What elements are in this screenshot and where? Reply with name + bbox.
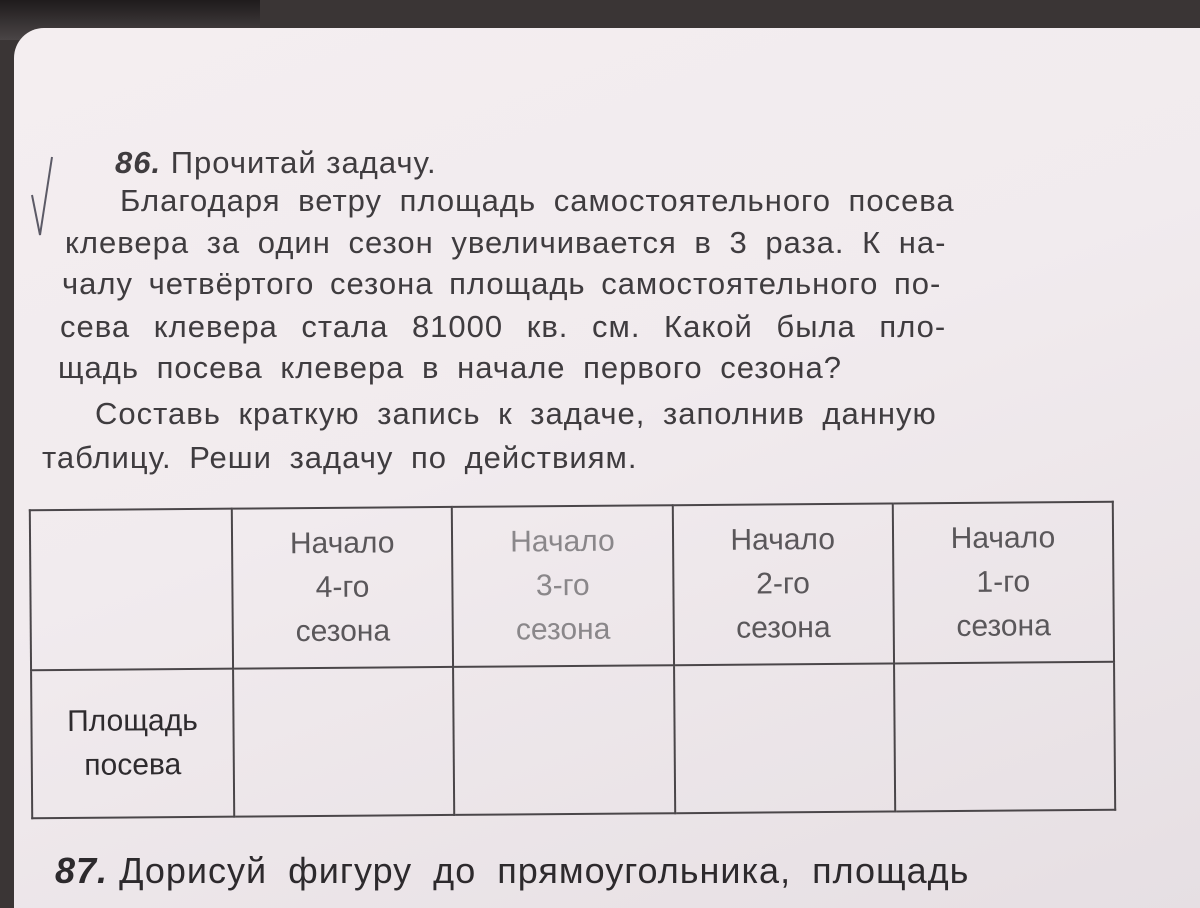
header-text: Начало xyxy=(950,521,1056,556)
row-header-text: посева xyxy=(84,748,182,782)
column-header-2nd-season xyxy=(672,503,893,665)
checkmark-icon xyxy=(28,155,58,240)
problem-line-1: Благодаря ветру площадь самостоятельного посева xyxy=(120,183,955,218)
problem-line-2: клевера за один сезон увеличивается в 3 раза. К на- xyxy=(65,225,947,260)
task-title: Прочитай задачу. xyxy=(170,145,437,180)
header-text: Начало xyxy=(730,522,836,557)
next-task-text: Дорисуй фигуру до прямоугольника, площадь xyxy=(119,850,970,891)
header-text: 2-го xyxy=(756,567,810,601)
instruction-line-1: Составь краткую запись к задаче, заполнив данную xyxy=(95,396,937,431)
header-text: 4-го xyxy=(315,570,370,605)
next-task-line xyxy=(55,850,969,892)
header-text: Начало xyxy=(510,524,615,559)
answer-cell-2nd-season[interactable] xyxy=(674,663,895,813)
table-corner-cell xyxy=(30,509,233,671)
instruction-line-2: таблицу. Реши задачу по действиям. xyxy=(42,440,638,475)
problem-line-3: чалу четвёртого сезона площадь самостоятельного по- xyxy=(62,266,942,301)
header-text: сезона xyxy=(956,609,1051,643)
header-text: Начало xyxy=(289,526,395,561)
problem-line-5: щадь посева клевера в начале первого сезона? xyxy=(58,350,843,385)
answer-cell-1st-season[interactable] xyxy=(894,662,1115,812)
header-text: 3-го xyxy=(535,568,590,603)
row-header-area xyxy=(31,669,234,819)
header-text: сезона xyxy=(515,612,611,647)
task-heading xyxy=(115,145,437,181)
column-header-3rd-season xyxy=(452,505,673,667)
task-number: 86. xyxy=(115,145,162,180)
header-text: сезона xyxy=(295,614,391,649)
header-text: сезона xyxy=(736,610,831,645)
header-text: 1-го xyxy=(976,565,1031,599)
problem-line-4: сева клевера стала 81000 кв. см. Какой была пло- xyxy=(60,309,947,344)
row-header-text: Площадь xyxy=(67,703,198,738)
next-task-number: 87. xyxy=(55,850,109,891)
column-header-1st-season xyxy=(893,502,1114,664)
short-record-table xyxy=(29,501,1116,820)
answer-cell-3rd-season[interactable] xyxy=(453,665,674,815)
answer-cell-4th-season[interactable] xyxy=(233,667,454,817)
column-header-4th-season xyxy=(232,507,453,669)
